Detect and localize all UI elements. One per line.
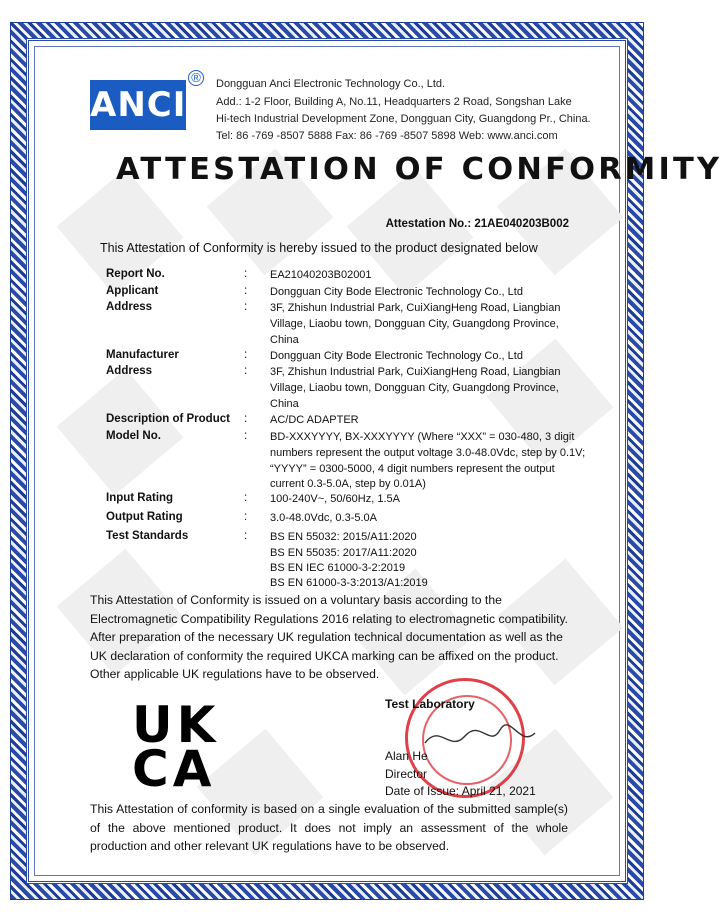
field-colon: :	[244, 349, 248, 361]
field-value-test-standard: BS EN 61000-3-3:2013/A1:2019	[270, 577, 428, 589]
field-value-manufacturer: Dongguan City Bode Electronic Technology Co., Ltd	[270, 350, 523, 362]
field-colon: :	[244, 301, 248, 313]
field-label: Address	[106, 301, 153, 313]
field-colon: :	[244, 430, 248, 442]
field-colon: :	[244, 511, 248, 523]
company-address-line2: Hi-tech Industrial Development Zone, Dongguan City, Guangdong Pr., China.	[216, 113, 591, 125]
registered-mark: ®	[188, 70, 204, 86]
field-colon: :	[244, 413, 248, 425]
field-value-test-standard: BS EN 55032: 2015/A11:2020	[270, 531, 417, 543]
conformity-paragraph: This Attestation of Conformity is issued on a voluntary basis according to the Electromagnetic Compatibility Regulations 2016 relating to electromagnetic compatibility. After preparation of the necessary UK regulation technical documentation as well as the UK declaration of conformity the required UKCA marking can be affixed on the product. Other applicable UK regulations have to be observed.	[90, 593, 569, 682]
field-value-output-rating: 3.0-48.0Vdc, 0.3-5.0A	[270, 512, 378, 524]
field-value-applicant: Dongguan City Bode Electronic Technology Co., Ltd	[270, 286, 523, 298]
field-value-description: AC/DC ADAPTER	[270, 414, 359, 426]
field-value-test-standard: BS EN IEC 61000-3-2:2019	[270, 562, 406, 574]
attestation-number: Attestation No.: 21AE040203B002	[385, 218, 569, 230]
disclaimer-paragraph: This Attestation of conformity is based on a single evaluation of the submitted sample(s) of the above mentioned product. It does not imply an assessment of the whole production and other relevant UK regulations have to be observed.	[90, 802, 568, 854]
test-laboratory-label: Test Laboratory	[385, 697, 475, 711]
field-colon: :	[244, 285, 248, 297]
field-label: Manufacturer	[106, 349, 179, 361]
field-value-manufacturer-address: 3F, Zhishun Industrial Park, CuiXiangHeng Road, Liangbian Village, Liaobu town, Dongguan City, Guangdong Province, China	[270, 366, 561, 410]
field-colon: :	[244, 365, 248, 377]
ukca-line1: UK	[132, 696, 220, 754]
field-label: Output Rating	[106, 511, 183, 523]
company-name: Dongguan Anci Electronic Technology Co., Ltd.	[216, 78, 446, 90]
field-value-report-no: EA21040203B02001	[270, 269, 372, 281]
anci-logo: ANCI	[90, 80, 186, 130]
company-address-line1: Add.: 1-2 Floor, Building A, No.11, Headquarters 2 Road, Songshan Lake	[216, 96, 572, 108]
field-label: Model No.	[106, 430, 161, 442]
field-label: Input Rating	[106, 492, 174, 504]
field-colon: :	[244, 268, 248, 280]
signatory-name: Alan He	[385, 749, 428, 763]
ukca-mark	[132, 696, 220, 798]
field-value-applicant-address: 3F, Zhishun Industrial Park, CuiXiangHeng Road, Liangbian Village, Liaobu town, Dongguan City, Guangdong Province, China	[270, 302, 561, 346]
field-colon: :	[244, 530, 248, 542]
document-title: ATTESTATION OF CONFORMITY	[116, 152, 722, 187]
ukca-line2: CA	[132, 740, 216, 798]
field-value-test-standard: BS EN 55035: 2017/A11:2020	[270, 547, 417, 559]
field-value-input-rating: 100-240V~, 50/60Hz, 1.5A	[270, 493, 400, 505]
signature-scribble	[420, 718, 540, 758]
field-label: Report No.	[106, 268, 165, 280]
field-label: Address	[106, 365, 153, 377]
signatory-position: Director	[385, 767, 428, 781]
field-label: Applicant	[106, 285, 159, 297]
intro-text: This Attestation of Conformity is hereby issued to the product designated below	[100, 241, 538, 255]
issue-date: Date of Issue: April 21, 2021	[385, 784, 536, 798]
field-label: Description of Product	[106, 413, 230, 425]
field-colon: :	[244, 492, 248, 504]
field-value-model-no: BD-XXXYYYY, BX-XXXYYYY (Where “XXX” = 030-480, 3 digit numbers represent the output voltage 3.0-48.0Vdc, step by 0.1V; “YYYY” = 0300-5000, 4 digit numbers represent the output current 0.3-5.0A, step by 0.01A)	[270, 431, 586, 491]
company-contact: Tel: 86 -769 -8507 5888 Fax: 86 -769 -8507 5898 Web: www.anci.com	[216, 130, 558, 142]
field-label: Test Standards	[106, 530, 189, 542]
